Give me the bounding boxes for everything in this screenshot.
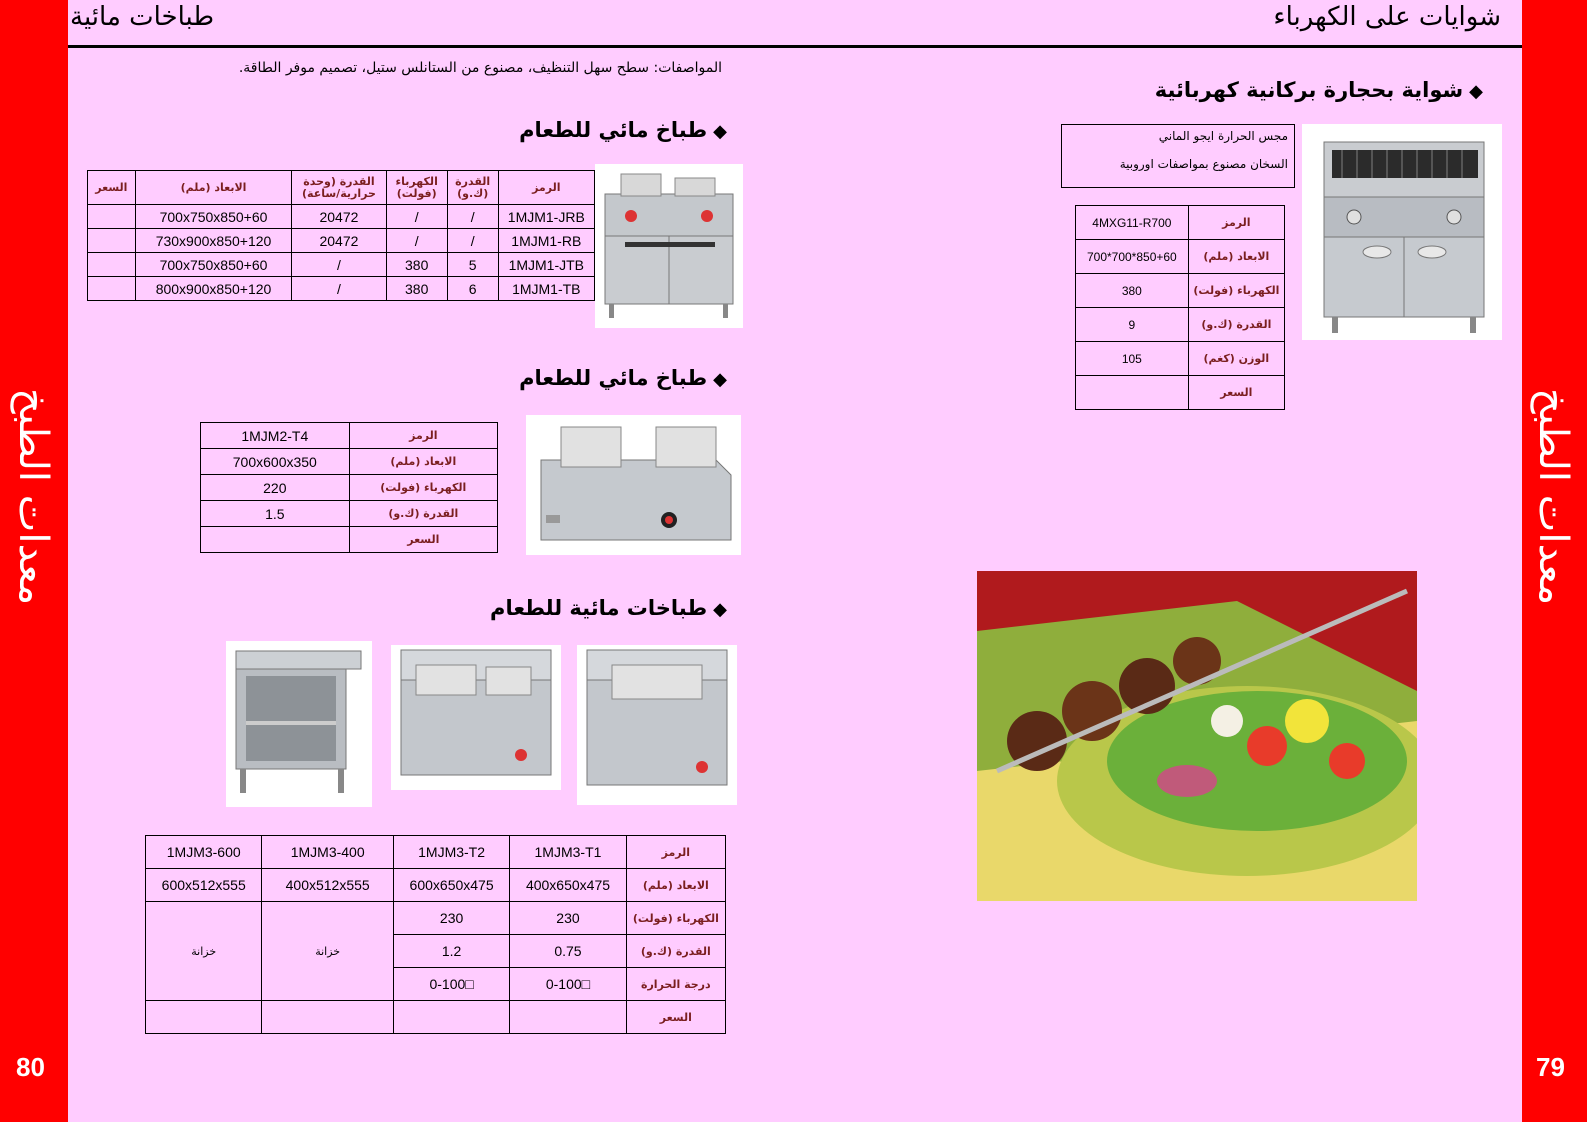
price-cell: [393, 1001, 509, 1034]
left-header-title: طباخات مائية: [70, 2, 215, 32]
table-row: [201, 475, 498, 501]
table-cell: [88, 253, 136, 277]
temp-cell: 0-100□: [510, 968, 626, 1001]
table-row: [146, 902, 726, 935]
table-cell: [88, 229, 136, 253]
bain-marie-cabinet-image: [595, 164, 743, 328]
grill-note-2: السخان مصنوع بمواصفات اوروبية: [1119, 157, 1288, 171]
right-page-number: 79: [1536, 1052, 1565, 1082]
table-cell: 700x750x850+60: [135, 205, 292, 229]
table-row: [1076, 308, 1285, 342]
dims-cell: 600x650x475: [393, 869, 509, 902]
table-cell: [88, 277, 136, 301]
dims-cell: 600x512x555: [146, 869, 262, 902]
power-cell: 1.2: [393, 935, 509, 968]
row-label: الكهرباء (فولت): [626, 902, 725, 935]
cooker2-label-cell: الابعاد (ملم): [349, 449, 497, 475]
cooker2-spec-table: [200, 422, 498, 553]
volts-cell: 230: [510, 902, 626, 935]
lava-stone-grill-image: [1302, 124, 1502, 340]
countertop-bain-marie-image: [526, 415, 741, 555]
table-row: [88, 229, 595, 253]
grill-notes: [1061, 124, 1295, 188]
cabinet-stand-image: [226, 641, 372, 807]
cooker2-label-cell: السعر: [349, 527, 497, 553]
row-label: الابعاد (ملم): [626, 869, 725, 902]
table-cell: 730x900x850+120: [135, 229, 292, 253]
table-row: [1076, 206, 1285, 240]
table-cell: /: [447, 229, 498, 253]
row-label: السعر: [626, 1001, 725, 1034]
grill-value-cell: [1076, 376, 1189, 410]
volts-cell: 230: [393, 902, 509, 935]
grill-value-cell: 4MXG11-R700: [1076, 206, 1189, 240]
table-cell: /: [447, 205, 498, 229]
code-cell: 1MJM3-600: [146, 836, 262, 869]
diamond-bullet-icon: ◆: [713, 121, 727, 142]
table-cell: 20472: [292, 205, 386, 229]
table-row: [1076, 274, 1285, 308]
grill-label-cell: الكهرباء (فولت): [1188, 274, 1284, 308]
cabinet-cell: خزانة: [262, 902, 393, 1001]
cooker1-spec-table: [87, 170, 595, 301]
price-cell: [146, 1001, 262, 1034]
code-cell: 1MJM3-T1: [510, 836, 626, 869]
table-row: [201, 501, 498, 527]
cooker2-value-cell: 1MJM2-T4: [201, 423, 350, 449]
table-cell: 1MJM1-JTB: [498, 253, 594, 277]
column-header: القدرة (ك.و): [447, 171, 498, 205]
cooker2-value-cell: 1.5: [201, 501, 350, 527]
cooker2-value-cell: [201, 527, 350, 553]
table-cell: 1MJM1-RB: [498, 229, 594, 253]
table-row: [88, 277, 595, 301]
code-cell: 1MJM3-T2: [393, 836, 509, 869]
diamond-bullet-icon: ◆: [713, 369, 727, 390]
cooker3-title: [490, 596, 727, 620]
grill-spec-table: [1075, 205, 1285, 410]
grill-value-cell: 105: [1076, 342, 1189, 376]
code-cell: 1MJM3-400: [262, 836, 393, 869]
row-label: درجة الحرارة: [626, 968, 725, 1001]
table-row: [201, 527, 498, 553]
kebab-salad-photo: [977, 571, 1417, 901]
grill-value-cell: 9: [1076, 308, 1189, 342]
grill-label-cell: الابعاد (ملم): [1188, 240, 1284, 274]
left-sidebar-text-v: معدات الطبخ: [10, 388, 56, 606]
table-cell: /: [292, 253, 386, 277]
table-row: [1076, 376, 1285, 410]
left-page-number: 80: [16, 1052, 45, 1082]
specs-line: المواصفات: سطح سهل التنظيف، مصنوع من الستانلس ستيل، تصميم موفر الطاقة.: [238, 60, 722, 76]
cooker1-title: [519, 118, 727, 142]
grill-value-cell: 380: [1076, 274, 1189, 308]
cooker2-title-text: طباخ مائي للطعام: [519, 366, 708, 390]
table-cell: /: [386, 205, 447, 229]
cooker2-label-cell: الرمز: [349, 423, 497, 449]
column-header: السعر: [88, 171, 136, 205]
table-cell: 380: [386, 253, 447, 277]
price-cell: [262, 1001, 393, 1034]
table-cell: 700x750x850+60: [135, 253, 292, 277]
table-cell: 6: [447, 277, 498, 301]
right-sidebar-text: معدات الطبخ: [1530, 388, 1576, 606]
table-row: [88, 205, 595, 229]
cooker1-title-text: طباخ مائي للطعام: [519, 118, 708, 142]
cooker2-label-cell: القدرة (ك.و): [349, 501, 497, 527]
grill-title: [1155, 78, 1483, 102]
column-header: الكهرباء (فولت): [386, 171, 447, 205]
diamond-bullet-icon: ◆: [1469, 81, 1483, 102]
row-label: الرمز: [626, 836, 725, 869]
cabinet-cell: خزانة: [146, 902, 262, 1001]
table-cell: 1MJM1-TB: [498, 277, 594, 301]
temp-cell: 0-100□: [393, 968, 509, 1001]
grill-label-cell: الرمز: [1188, 206, 1284, 240]
table-row: [201, 423, 498, 449]
cooker2-value-cell: 220: [201, 475, 350, 501]
table-row: [88, 253, 595, 277]
bain-marie-t2-image: [391, 645, 561, 790]
table-cell: /: [292, 277, 386, 301]
table-cell: 20472: [292, 229, 386, 253]
table-cell: 800x900x850+120: [135, 277, 292, 301]
cooker3-title-text: طباخات مائية للطعام: [490, 596, 708, 620]
diamond-bullet-icon: ◆: [713, 599, 727, 620]
table-row: [146, 1001, 726, 1034]
cooker3-spec-table: [145, 835, 726, 1034]
table-cell: 380: [386, 277, 447, 301]
bain-marie-t1-image: [577, 645, 737, 805]
header-rule: [68, 45, 1522, 48]
cooker2-value-cell: 700x600x350: [201, 449, 350, 475]
column-header: الرمز: [498, 171, 594, 205]
dims-cell: 400x650x475: [510, 869, 626, 902]
table-row: [1076, 342, 1285, 376]
cooker2-label-cell: الكهرباء (فولت): [349, 475, 497, 501]
table-cell: 5: [447, 253, 498, 277]
table-row: [201, 449, 498, 475]
table-row: [146, 836, 726, 869]
column-header: الابعاد (ملم): [135, 171, 292, 205]
grill-value-cell: 700*700*850+60: [1076, 240, 1189, 274]
table-header-row: [88, 171, 595, 205]
table-cell: 1MJM1-JRB: [498, 205, 594, 229]
price-cell: [510, 1001, 626, 1034]
right-header-title: شوايات على الكهرباء: [1273, 2, 1501, 32]
grill-note-1: مجس الحرارة ايجو الماني: [1158, 129, 1288, 143]
row-label: القدرة (ك.و): [626, 935, 725, 968]
table-cell: [88, 205, 136, 229]
table-row: [1076, 240, 1285, 274]
grill-label-cell: السعر: [1188, 376, 1284, 410]
power-cell: 0.75: [510, 935, 626, 968]
column-header: القدرة (وحدة حرارية/ساعة): [292, 171, 386, 205]
grill-label-cell: القدرة (ك.و): [1188, 308, 1284, 342]
grill-title-text: شواية بحجارة بركانية كهربائية: [1154, 78, 1464, 102]
table-cell: /: [386, 229, 447, 253]
grill-label-cell: الوزن (كغم): [1188, 342, 1284, 376]
cooker2-title: [519, 366, 727, 390]
dims-cell: 400x512x555: [262, 869, 393, 902]
table-row: [146, 869, 726, 902]
